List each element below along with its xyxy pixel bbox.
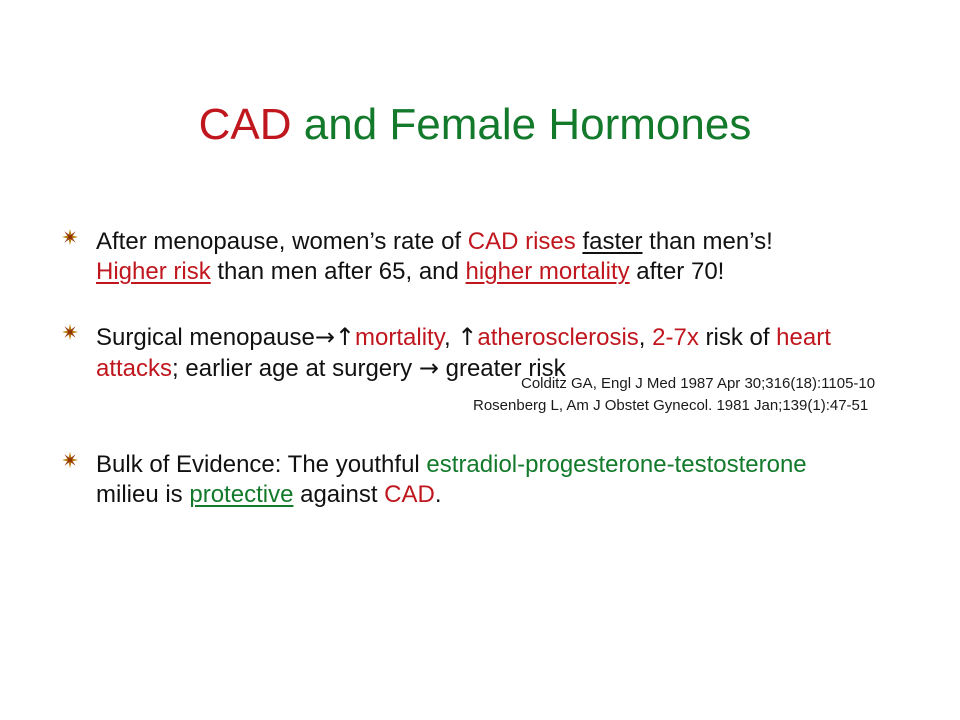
text-segment: Bulk of Evidence: The youthful bbox=[96, 451, 427, 478]
bullet-3-line-2 bbox=[96, 480, 936, 510]
star-bullet-icon bbox=[62, 324, 78, 340]
star-bullet-icon bbox=[62, 229, 78, 245]
highlight-mortality: mortality bbox=[355, 324, 444, 351]
underlined-faster: faster bbox=[582, 228, 643, 255]
text-segment: risk of bbox=[698, 324, 777, 351]
citation-rosenberg: Rosenberg L, Am J Obstet Gynecol. 1981 Jan;139(1):47-51 bbox=[473, 397, 869, 414]
highlight-higher-risk: Higher risk bbox=[96, 258, 211, 285]
bullet-1-line-1 bbox=[96, 227, 936, 257]
arrow-up-icon: ↑ bbox=[457, 323, 478, 351]
highlight-attacks: attacks bbox=[96, 355, 173, 382]
bullet-2-line-1 bbox=[96, 322, 936, 353]
arrow-right-icon: → bbox=[418, 354, 439, 382]
text-segment: after 70! bbox=[629, 258, 725, 285]
arrow-right-up-icon: →↑ bbox=[314, 323, 356, 351]
text-segment: , bbox=[638, 324, 653, 351]
text-segment: Surgical menopause bbox=[96, 324, 315, 351]
highlight-higher-mortality: higher mortality bbox=[465, 258, 630, 285]
bullet-3 bbox=[96, 450, 936, 510]
text-segment: . bbox=[434, 481, 442, 508]
slide-title bbox=[0, 97, 950, 153]
text-segment: After menopause, women’s rate of bbox=[96, 228, 468, 255]
title-cad: CAD bbox=[198, 100, 292, 149]
text-segment: milieu is bbox=[96, 481, 190, 508]
highlight-atherosclerosis: atherosclerosis bbox=[477, 324, 639, 351]
text-segment: , bbox=[443, 324, 458, 351]
highlight-2-7x: 2-7x bbox=[652, 324, 699, 351]
highlight-cad-rises: CAD rises bbox=[467, 228, 576, 255]
highlight-protective: protective bbox=[189, 481, 294, 508]
text-segment: greater risk bbox=[438, 355, 566, 382]
highlight-hormones: estradiol-progesterone-testosterone bbox=[426, 451, 807, 478]
title-rest: and Female Hormones bbox=[291, 100, 752, 149]
highlight-heart: heart bbox=[776, 324, 831, 351]
highlight-cad: CAD bbox=[384, 481, 435, 508]
text-segment: against bbox=[293, 481, 385, 508]
text-segment: ; earlier age at surgery bbox=[172, 355, 419, 382]
bullet-1 bbox=[96, 227, 936, 287]
citation-colditz: Colditz GA, Engl J Med 1987 Apr 30;316(18):1105-10 bbox=[521, 375, 876, 392]
text-segment: than men after 65, and bbox=[210, 258, 466, 285]
star-bullet-icon bbox=[62, 452, 78, 468]
bullet-3-line-1 bbox=[96, 450, 936, 480]
bullet-1-line-2 bbox=[96, 257, 936, 287]
text-segment: than men’s! bbox=[642, 228, 773, 255]
